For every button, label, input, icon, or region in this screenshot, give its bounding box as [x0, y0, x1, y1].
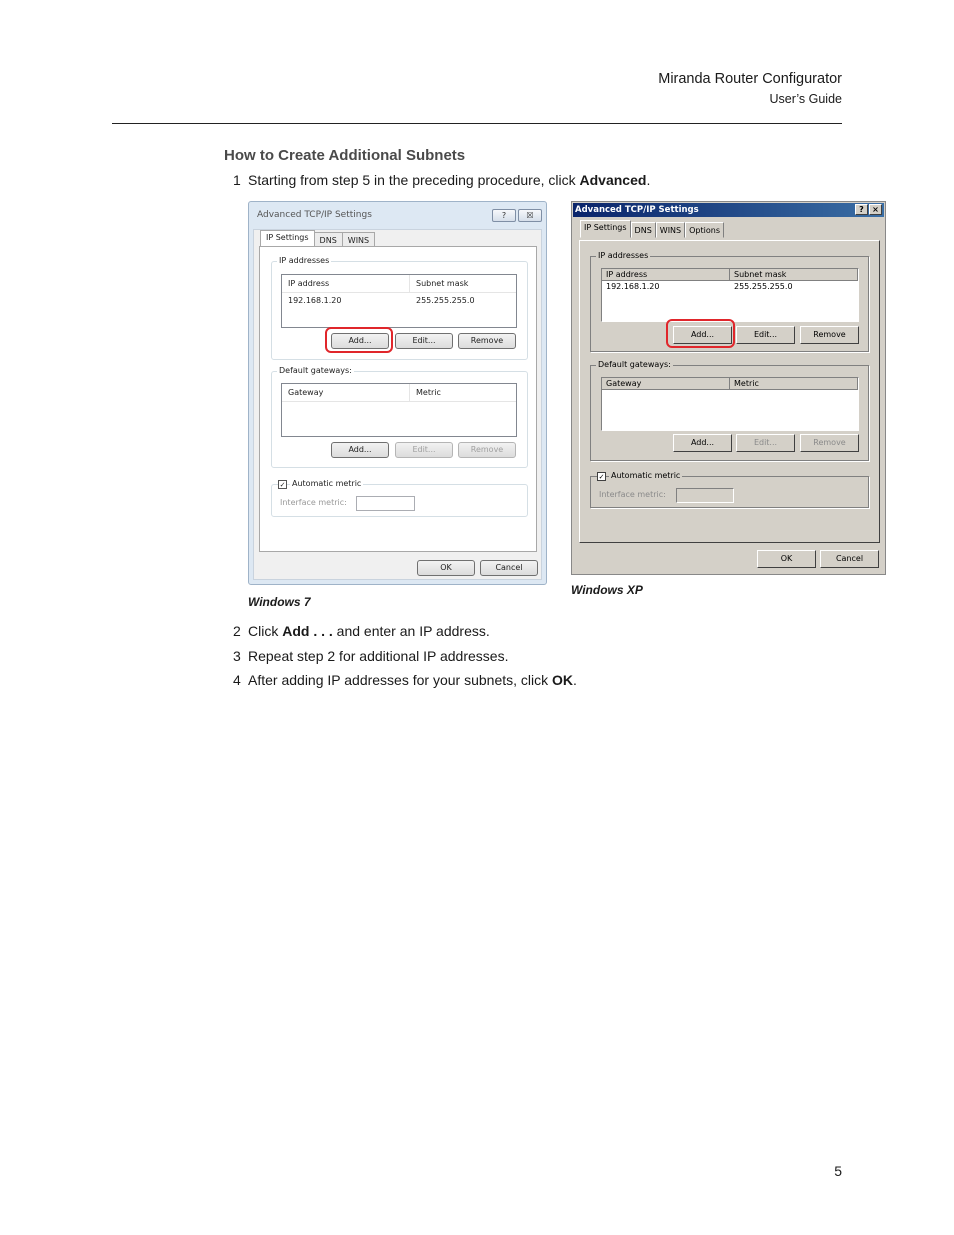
header-divider [112, 123, 842, 124]
ip-address-value: 192.168.1.20 [606, 282, 660, 291]
list-header [282, 275, 516, 293]
step-4: 4 After adding IP addresses for your subnets, click OK. [233, 672, 577, 688]
interface-metric-label: Interface metric: [599, 490, 666, 499]
remove-gateway-button[interactable]: Remove [458, 442, 516, 458]
list-header [282, 384, 516, 402]
tab-wins[interactable]: WINS [656, 222, 685, 238]
column-header[interactable]: Metric [730, 378, 858, 389]
help-button[interactable]: ? [855, 204, 868, 215]
automatic-metric-group [271, 479, 528, 517]
winxp-caption: Windows XP [571, 583, 643, 597]
dialog-body [253, 229, 542, 580]
group-label: Default gateways: [279, 366, 352, 375]
section-heading: How to Create Additional Subnets [224, 147, 466, 164]
interface-metric-field[interactable] [356, 496, 415, 511]
add-gateway-button[interactable]: Add... [331, 442, 389, 458]
column-header[interactable]: IP address [602, 269, 730, 280]
remove-gateway-button[interactable]: Remove [800, 434, 859, 452]
close-button[interactable]: × [869, 204, 882, 215]
list-header [602, 269, 858, 281]
automatic-metric-checkbox[interactable]: ✓ [598, 473, 605, 481]
tab-dns[interactable]: DNS [631, 222, 656, 238]
column-header[interactable]: Gateway [602, 378, 730, 389]
automatic-metric-label: Automatic metric [611, 471, 681, 480]
remove-button[interactable]: Remove [458, 333, 516, 349]
column-header[interactable]: IP address [282, 275, 410, 293]
step-1: 1 Starting from step 5 in the preceding procedure, click Advanced. [233, 172, 651, 188]
dialog-title: Advanced TCP/IP Settings [575, 205, 699, 215]
close-button[interactable]: ☒ [518, 209, 542, 222]
default-gateways-group [271, 366, 528, 468]
group-label: IP addresses [279, 256, 330, 265]
list-item[interactable] [602, 281, 858, 293]
automatic-metric-label: Automatic metric [292, 479, 362, 488]
winxp-dialog-screenshot [571, 201, 886, 575]
title-bar [573, 203, 884, 217]
column-header[interactable]: Metric [416, 388, 441, 397]
win7-dialog-screenshot [248, 201, 547, 585]
help-button[interactable]: ? [492, 209, 516, 222]
ip-address-list[interactable] [281, 274, 517, 328]
cancel-button[interactable]: Cancel [820, 550, 879, 568]
column-header[interactable]: Gateway [282, 384, 410, 402]
page-number: 5 [834, 1163, 842, 1179]
document-title: Miranda Router Configurator [658, 71, 842, 87]
ok-button[interactable]: OK [417, 560, 475, 576]
tab-wins[interactable]: WINS [342, 232, 375, 247]
tab-page [579, 240, 880, 543]
column-header[interactable]: Subnet mask [730, 269, 858, 280]
step-3: 3 Repeat step 2 for additional IP addresses. [233, 648, 509, 664]
edit-button[interactable]: Edit... [395, 333, 453, 349]
ok-button[interactable]: OK [757, 550, 816, 568]
step-2: 2 Click Add . . . and enter an IP address. [233, 623, 490, 639]
tab-bar [580, 222, 724, 238]
win7-caption: Windows 7 [248, 595, 311, 609]
dialog-title: Advanced TCP/IP Settings [257, 210, 372, 220]
add-gateway-button[interactable]: Add... [673, 434, 732, 452]
edit-gateway-button[interactable]: Edit... [395, 442, 453, 458]
group-label: IP addresses [598, 251, 649, 260]
tab-page [259, 246, 537, 552]
cancel-button[interactable]: Cancel [480, 560, 538, 576]
interface-metric-field[interactable] [676, 488, 734, 503]
document-subtitle: User’s Guide [769, 92, 842, 106]
automatic-metric-checkbox[interactable]: ✓ [279, 481, 286, 489]
edit-gateway-button[interactable]: Edit... [736, 434, 795, 452]
group-label: Default gateways: [598, 360, 671, 369]
automatic-metric-group [590, 471, 869, 508]
remove-button[interactable]: Remove [800, 326, 859, 344]
interface-metric-label: Interface metric: [280, 498, 347, 507]
add-button-highlight [325, 327, 393, 353]
add-button-highlight [666, 319, 735, 348]
tab-ip-settings[interactable]: IP Settings [260, 230, 315, 247]
tab-bar [260, 232, 374, 247]
edit-button[interactable]: Edit... [736, 326, 795, 344]
gateway-list[interactable] [601, 377, 859, 431]
gateway-list[interactable] [281, 383, 517, 437]
subnet-mask-value: 255.255.255.0 [416, 295, 475, 305]
ip-address-value: 192.168.1.20 [288, 295, 342, 305]
tab-dns[interactable]: DNS [314, 232, 343, 247]
add-button[interactable]: Add... [673, 326, 732, 344]
add-button[interactable]: Add... [331, 333, 389, 349]
tab-options[interactable]: Options [685, 222, 724, 238]
ip-address-list[interactable] [601, 268, 859, 322]
column-header[interactable]: Subnet mask [416, 279, 469, 288]
ip-addresses-group [271, 256, 528, 360]
list-item[interactable] [282, 293, 516, 307]
tab-ip-settings[interactable]: IP Settings [580, 220, 631, 238]
list-header [602, 378, 858, 390]
subnet-mask-value: 255.255.255.0 [734, 282, 793, 291]
default-gateways-group [590, 360, 869, 461]
